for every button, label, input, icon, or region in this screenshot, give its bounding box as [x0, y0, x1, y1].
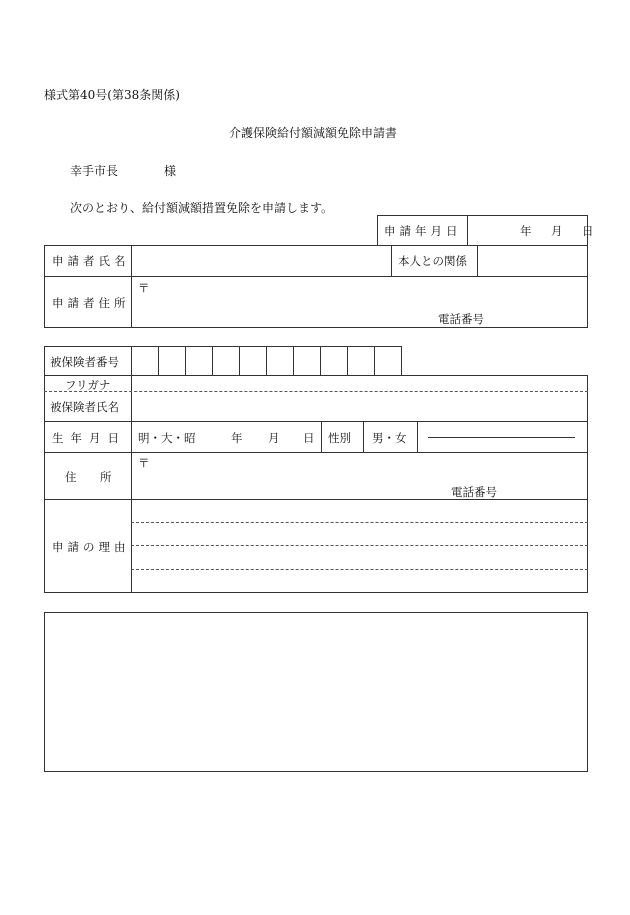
reason-label: 申請の理由 — [52, 540, 130, 554]
furigana-label: フリガナ — [65, 378, 111, 392]
insured-phone-label: 電話番号 — [451, 485, 497, 499]
extra-info-line[interactable] — [428, 437, 575, 438]
relation-field[interactable] — [479, 247, 586, 274]
applicant-address-label: 申請者住所 — [52, 296, 130, 310]
insured-address-field[interactable] — [133, 454, 586, 498]
page-title: 介護保険給付額減額免除申請書 — [229, 126, 398, 140]
applicant-name-field[interactable] — [133, 247, 389, 274]
notes-box[interactable] — [44, 612, 588, 772]
relation-label: 本人との関係 — [398, 254, 467, 268]
applicant-phone-label: 電話番号 — [438, 312, 484, 326]
application-date-field[interactable]: 年 月 日 — [520, 224, 598, 238]
birth-day-label: 日 — [303, 431, 315, 445]
intro-text: 次のとおり、給付額減額措置免除を申請します。 — [70, 201, 334, 215]
addressee-honorific: 様 — [164, 164, 177, 178]
insured-postal-mark: 〒 — [138, 456, 150, 470]
insured-number-field[interactable] — [132, 347, 401, 375]
birth-date-label: 生年月日 — [52, 431, 126, 445]
furigana-field[interactable] — [133, 376, 586, 390]
insured-address-label: 住 所 — [65, 470, 118, 484]
birth-month-label: 月 — [268, 431, 280, 445]
applicant-name-label: 申請者氏名 — [52, 254, 130, 268]
addressee-name: 幸手市長 — [70, 164, 119, 178]
sex-options[interactable]: 男・女 — [372, 431, 407, 445]
application-date-label: 申請年月日 — [384, 224, 462, 238]
form-number: 様式第40号(第38条関係) — [44, 88, 180, 102]
insured-name-label: 被保険者氏名 — [50, 400, 119, 414]
sex-label: 性別 — [328, 431, 351, 445]
applicant-postal-mark: 〒 — [138, 281, 150, 295]
reason-field[interactable] — [133, 501, 586, 591]
insured-name-field[interactable] — [133, 393, 586, 420]
insured-number-label: 被保険者番号 — [50, 355, 119, 369]
birth-year-label: 年 — [231, 431, 243, 445]
applicant-address-field[interactable] — [133, 278, 586, 326]
era-options[interactable]: 明・大・昭 — [138, 431, 196, 445]
